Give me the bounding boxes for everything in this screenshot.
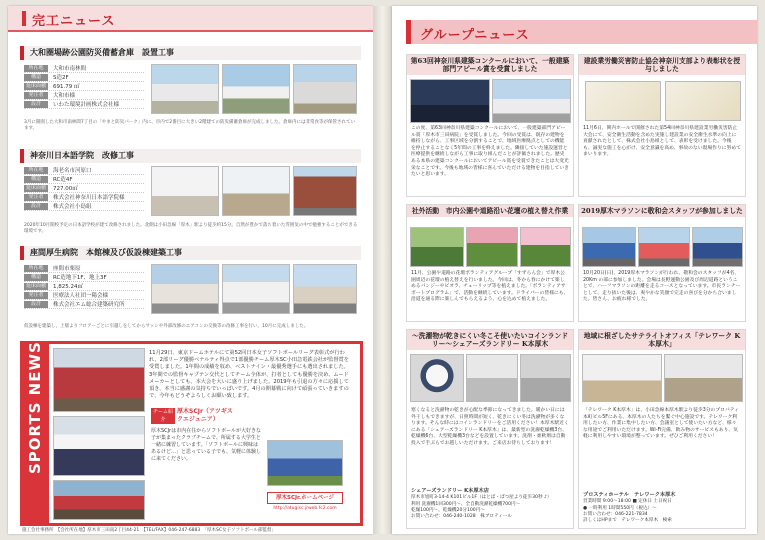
- news-card: [578, 54, 746, 197]
- laundry-interior-photo: [466, 354, 518, 402]
- news-card-title: 地域に根ざしたサテライトオフィス「テレワーク K本厚木」: [579, 330, 745, 350]
- sports-news-label: SPORTS NEWS: [26, 341, 44, 474]
- telework-address: [583, 492, 741, 524]
- project-title: 大和圏場跡公園防災備蓄倉庫 設置工事: [20, 46, 361, 60]
- spec-key: 所在地: [24, 265, 48, 272]
- sports-footer: 施工会社事務所 【会社所在地】厚木市三田南2丁目44-21 【TEL/FAX】046-247-6883 「厚木SC女子ソフトボール部監督」: [22, 528, 276, 533]
- section-marker: [22, 11, 26, 26]
- spec-value: いわた環境計画株式会社様: [53, 102, 120, 108]
- spec-key: 構造: [24, 176, 48, 183]
- news-card: [406, 329, 574, 529]
- spec-value: S造2F: [53, 75, 69, 81]
- spec-key: 発注者: [24, 92, 48, 99]
- laundry-address: [411, 488, 569, 520]
- page-gutter: [373, 6, 392, 534]
- laundry-info: 乾燥100円〜、乾燥機20分100円〜: [411, 507, 485, 513]
- building-photo: [222, 64, 290, 114]
- news-card-text: 11月6日、関内ホールで開催された第54回神奈川県建設業労働災害防止大会にて、安全衛生活動を含めた実施し建設業の安全衛生水準の向上に貢献されたとして、株式会社小島組として、表彰を受けました。今後も、誠実な施工を心がけ、安全意識を高め、事故のない現場作りに努めてまいります。: [583, 126, 741, 158]
- sports-news-sidebar: [23, 341, 49, 523]
- news-card-title: 2019厚木マラソンに敬和会スタッフが参加しました: [579, 205, 745, 217]
- telework-info: 営業時間 9:00〜18:00 ■ 定休日 土日祝日: [583, 499, 672, 505]
- team-intro-badge: チーム紹介: [152, 409, 173, 423]
- junior-team-photo: [267, 440, 343, 486]
- project-title: 神奈川日本語学院 改修工事: [20, 149, 361, 163]
- spec-key: 所在地: [24, 167, 48, 174]
- section-marker: [406, 20, 411, 44]
- spec-key: 発注者: [24, 194, 48, 201]
- section-title: グループニュース: [420, 28, 530, 43]
- spec-value: 海老名市河原口: [53, 168, 92, 174]
- team-name: 厚木SCJr（アツギスクエジュニア）: [177, 408, 233, 423]
- hospital-photo: [151, 264, 219, 314]
- laundry-info: 利用 洗濯機1回300円〜、全自動洗濯乾燥機700円〜: [411, 501, 521, 507]
- project-specs: [24, 264, 144, 309]
- flowerbed-photo: [466, 227, 518, 267]
- certificate-photo: [585, 81, 661, 121]
- washer-photo: [520, 354, 571, 402]
- spec-value: 座間市栗原: [53, 266, 81, 272]
- ceremony-photo: [410, 79, 490, 123]
- news-card: [578, 329, 746, 529]
- sports-news-body: 11月29日、東京ドームホテルにて第52回日本女子ソフトボールリーグ表彰式が行われ、2部リーグ優勝ペナルティ得点で1部優勝チーム厚木SC小田急電鉄会社が監督賞を受賞しました。1年間の成績を収め、ベストナイン・最優秀選手にも選出されました。3年間での監督キャプテン交代としてチーム全体が、打者としても優勝を決め、ムードメーカーとしても、本大会を大いに盛り上げました。2019年も引退の方々に応援して頂き、本当に感謝の気持ちでいっぱいです。4月の開幕戦に向けて頑張っていきますので、今年もどうぞよろしくお願い致します。: [149, 350, 349, 400]
- project-specs: [24, 166, 144, 211]
- spec-key: 構造: [24, 274, 48, 281]
- building-photo: [293, 166, 357, 216]
- spec-value: 株式会社エム総合建築研究所: [53, 302, 125, 308]
- spec-key: 延床面積: [25, 184, 46, 191]
- telework-search-cta[interactable]: 詳しくはHPまで テレワーク本厚木 検索: [583, 518, 672, 524]
- section-header: [8, 6, 373, 32]
- news-card-title: 第63回神奈川県建築コンクールにおいて、一般建築部門アピール賞を受賞しました: [407, 55, 573, 75]
- laundry-contact: お問い合わせ：046-240-1028 株ブロティール: [411, 514, 512, 520]
- spec-value: 727.00㎡: [53, 186, 78, 192]
- spec-value: 株式会社神奈川日本語学院様: [53, 195, 125, 201]
- office-photo: [664, 354, 743, 402]
- project-specs: [24, 64, 144, 109]
- runner-photo: [638, 227, 690, 267]
- project-note: 仮設棟を建築し、上層よりフロアーごとに引越しをしてからサッシや外部改修のエアコンの交換等の改修工事を行い、10月に完成しました。: [24, 324, 309, 329]
- news-card-title: 社外活動 市内公園や道路沿い花壇の植え替え作業: [407, 205, 573, 217]
- left-page: [8, 6, 373, 534]
- spec-value: 大和市南林間: [53, 66, 87, 72]
- building-photo: [151, 64, 219, 114]
- spec-key: 設計: [24, 301, 48, 308]
- news-card-text: この度、第63回神奈川県建築コンクールにおいて、一般建築部門アピール賞「厚木市三田病院」を受賞しました。今回の受賞は、既存の建物を維持しながら、工事区域を分割することで、地域医療拠点としての機能を停止することなく5年間の工事を終えました。隣接していた施設運営と医療提供を継続しながら工事に取り組んだことが評価されました。歴史ある本県の建築コンクールにおいてアピール賞を受賞できたことは大変光栄なことです。今後も地域の皆様に喜んでいただける建物を目指していきたいと思います。: [411, 126, 569, 178]
- spec-value: 医療法人社団一陽会様: [53, 293, 109, 299]
- office-photo: [582, 354, 662, 402]
- runner-photo: [582, 227, 636, 267]
- spec-value: RC造4F: [53, 177, 73, 183]
- spec-value: RC造地下1F、地上3F: [53, 275, 107, 281]
- news-card: [578, 204, 746, 322]
- team-photo: [53, 348, 145, 412]
- spec-key: 設計: [24, 203, 48, 210]
- spec-key: 延床面積: [25, 282, 46, 289]
- spec-value: 1,825.24㎡: [53, 284, 83, 290]
- news-card: [406, 204, 574, 322]
- group-news-header: [406, 20, 757, 44]
- project-note: 3月に開園した大和市南林間7丁目の「やまと防災パーク」内に、市内で2番目に大きい2階建ての防災備蓄倉庫が完成しました。倉庫内には非常食等が保管されています。: [24, 120, 355, 131]
- laundry-sign-photo: [410, 354, 464, 402]
- spec-value: 大和市様: [53, 93, 76, 99]
- runner-photo: [692, 227, 743, 267]
- hospital-photo: [293, 264, 357, 314]
- laundry-info: 厚木市旭町3-14-4 K101ビル1F（はとば・ばつ屋より徒歩30秒 ♪）: [411, 495, 552, 501]
- interior-photo: [151, 166, 219, 216]
- telework-name: プロスティホーテル テレワーク本厚木: [583, 492, 676, 498]
- spec-value: 691.79 ㎡: [53, 84, 80, 90]
- right-page: [392, 6, 757, 534]
- spec-value: 株式会社小島組: [53, 204, 92, 210]
- news-card-text: 10月20日(日)、2019厚木マラソンが行われ、敬和会のスタッフが4名、20Km の部に参加しました。会場は長野運動公園及び周辺道路ということで、ハーフマラソンの距離を走るコースとなっています。市民ランナーとして、走り抜いた後は、爽やかな笑顔で完走の喜びを分かち合いました。皆さん、お疲れ様でした。: [583, 271, 741, 303]
- game-photo: [53, 480, 145, 520]
- flowerbed-photo: [520, 227, 571, 267]
- award-ceremony-photo: [53, 416, 145, 476]
- team-intro-text: 厚木SCJrは市内在住からソフトボールが大好きな子が集まったクラブチームで、所属する大学生と一緒に練習しています。「ソフトボールに興味はあるけど…」と思っている子でも、気軽に体験しに来てください。: [151, 428, 262, 462]
- certificate-photo: [665, 81, 741, 121]
- telework-info: ● 一時利用 1時間550円（税込）〜: [583, 505, 657, 511]
- project-note: 2020年10月開校予定の日本語学校が建て改修されました。北側は小田急線「厚木」駅より徒歩約15分。自然が豊かで落ち着いた雰囲気の中で勉強することができる環境です。: [24, 223, 358, 234]
- interior-photo: [222, 166, 290, 216]
- team-homepage-link[interactable]: 厚木SCJr.ホームページ: [267, 492, 343, 504]
- news-card-title: ～洗濯物が乾きにくい冬こそ使いたいコインランドリー～シェアーズランドリー K本厚木: [407, 330, 573, 350]
- news-card-text: 11月、公園や道路の花壇ボランティアグループ「すずらん会」で厚木公園周辺の花壇の植え替えを行いました。今回は、冬から春にかけて楽しめるパンジーやビオラ、チューリップ等を植えました。「ボランティアサポートプログラム」で、活動を継続しています。ドライバーの皆様にも、沿道を通る際に楽しんでもらえるよう、心を込めて植えました。: [411, 271, 569, 303]
- volunteer-photo: [410, 227, 464, 267]
- spec-key: 延床面積: [25, 82, 46, 89]
- laundry-name: シェアーズランドリー K本厚木店: [411, 488, 489, 494]
- section-title: 完工ニュース: [32, 14, 116, 29]
- news-card: [406, 54, 574, 197]
- spec-key: 所在地: [24, 65, 48, 72]
- building-photo: [293, 64, 357, 114]
- news-card-text: 寒くなると洗濯物の乾きが心配な季節になってきました。暖かい日には外干しもできますが、日照時間が短く、乾きにくい冬は洗濯物が多くなります。そんな時にはコインランドリーをご活用ください！本厚木駅近くにある「シェアーズランドリー K本厚木」は、最新型の洗濯乾燥機3台、乾燥機6台、大型乾燥機3台などを設置しています。洗剤・柔軟剤は自動投入で手ぶらでお越しいただけます。ご来店お待ちしております！: [411, 408, 569, 446]
- team-url[interactable]: http://atugisc.jrweb.fc2.com: [273, 506, 337, 511]
- spec-key: 発注者: [24, 292, 48, 299]
- news-card-title: 建設業労働災害防止協会神奈川支部より表彰状を授与しました: [579, 55, 745, 75]
- hospital-photo: [492, 79, 571, 123]
- telework-contact: お問い合わせ：046-221-7834: [583, 511, 648, 517]
- spec-key: 設計: [24, 101, 48, 108]
- sports-news-box: [20, 341, 363, 526]
- news-card-text: 「テレワーク K本厚木」は、小田急線本厚木駅より徒歩3分のプロパティ本町ビル5Fにある、本厚木の人たちを繋ぐ中心施設です。テレワーク利用したい方、作業に集中したい方、会議室として使いたい方など、様々な用途でご利用いただけます。Wi-Fi完備、飲み物のサービスもあり、気軽に利用しやすい環境が整っています。ぜひご利用ください！: [583, 408, 739, 440]
- hospital-photo: [222, 264, 290, 314]
- spec-key: 構造: [24, 74, 48, 81]
- project-title: 座間厚生病院 本館棟及び仮設棟建築工事: [20, 246, 361, 260]
